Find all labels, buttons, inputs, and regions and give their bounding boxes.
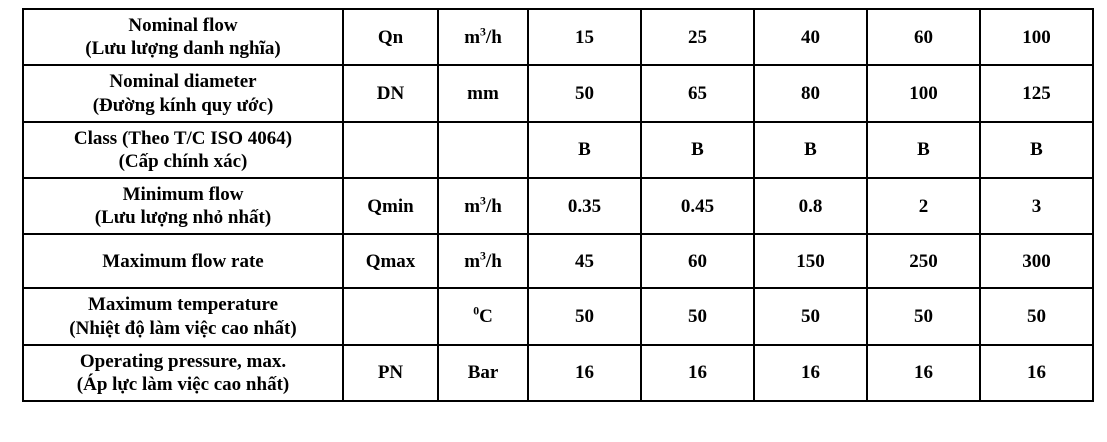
row-label: [23, 288, 343, 344]
table-row: [23, 288, 1093, 344]
row-value: 0.45: [641, 178, 754, 234]
row-value: 16: [754, 345, 867, 401]
table-row: [23, 178, 1093, 234]
row-symbol: DN: [343, 65, 438, 121]
table-row: [23, 65, 1093, 121]
row-symbol: Qmax: [343, 234, 438, 288]
row-value: 16: [867, 345, 980, 401]
row-unit: [438, 178, 528, 234]
row-label-vi: (Nhiệt độ làm việc cao nhất): [69, 317, 297, 339]
row-value: 50: [641, 288, 754, 344]
unit-tail: /h: [485, 250, 502, 272]
table-row: [23, 122, 1093, 178]
unit-tail: /h: [485, 195, 502, 217]
row-value: B: [528, 122, 641, 178]
row-unit: [438, 65, 528, 121]
table-row: [23, 9, 1093, 65]
row-value: 3: [980, 178, 1093, 234]
row-label: [23, 65, 343, 121]
row-value: 80: [754, 65, 867, 121]
row-label-en: Nominal diameter: [109, 71, 257, 93]
unit-sup: 3: [480, 25, 486, 39]
row-value: 60: [867, 9, 980, 65]
row-value: 300: [980, 234, 1093, 288]
row-symbol: Qn: [343, 9, 438, 65]
row-value: 100: [980, 9, 1093, 65]
table-body: [23, 9, 1093, 401]
unit-base: Bar: [467, 362, 499, 384]
row-value: 16: [641, 345, 754, 401]
table-row: [23, 234, 1093, 288]
row-value: 250: [867, 234, 980, 288]
row-value: 100: [867, 65, 980, 121]
row-value: 40: [754, 9, 867, 65]
row-value: 2: [867, 178, 980, 234]
row-label-vi: (Đường kính quy ước): [92, 94, 274, 116]
row-value: B: [867, 122, 980, 178]
row-label: [23, 9, 343, 65]
row-label-en: Maximum flow rate: [102, 250, 264, 272]
row-value: 25: [641, 9, 754, 65]
unit-base: m: [464, 195, 481, 217]
row-label-vi: (Lưu lượng danh nghĩa): [85, 38, 281, 60]
row-unit: [438, 345, 528, 401]
row-value: 50: [980, 288, 1093, 344]
table-row: [23, 345, 1093, 401]
row-value: B: [641, 122, 754, 178]
row-label: [23, 345, 343, 401]
row-symbol: PN: [343, 345, 438, 401]
row-value: 150: [754, 234, 867, 288]
row-value: 0.35: [528, 178, 641, 234]
row-value: 15: [528, 9, 641, 65]
row-symbol: [343, 122, 438, 178]
unit-base: C: [479, 305, 493, 327]
row-unit: [438, 122, 528, 178]
unit-sup: 3: [480, 194, 486, 208]
row-label-en: Class (Theo T/C ISO 4064): [73, 127, 293, 149]
unit-sup: 0: [473, 304, 480, 318]
row-label: [23, 234, 343, 288]
row-label-vi: (Lưu lượng nhỏ nhất): [94, 207, 272, 229]
row-value: 60: [641, 234, 754, 288]
row-value: 16: [980, 345, 1093, 401]
row-value: 65: [641, 65, 754, 121]
row-label-vi: (Áp lực làm việc cao nhất): [76, 373, 290, 395]
unit-tail: /h: [485, 26, 502, 48]
row-value: 50: [528, 65, 641, 121]
row-label-vi: (Cấp chính xác): [118, 150, 248, 172]
row-value: 0.8: [754, 178, 867, 234]
row-label: [23, 178, 343, 234]
row-label-en: Maximum temperature: [87, 294, 279, 316]
specification-table: [22, 8, 1094, 402]
row-value: 16: [528, 345, 641, 401]
row-label-en: Nominal flow: [128, 15, 238, 36]
row-unit: [438, 288, 528, 344]
row-value: B: [980, 122, 1093, 178]
row-value: B: [754, 122, 867, 178]
row-value: 50: [867, 288, 980, 344]
row-value: 50: [528, 288, 641, 344]
row-label: [23, 122, 343, 178]
row-symbol: [343, 288, 438, 344]
row-value: 45: [528, 234, 641, 288]
row-unit: [438, 9, 528, 65]
row-label-en: Operating pressure, max.: [79, 350, 287, 372]
row-value: 125: [980, 65, 1093, 121]
unit-sup: 3: [480, 249, 486, 263]
unit-base: m: [464, 26, 481, 48]
row-value: 50: [754, 288, 867, 344]
row-label-en: Minimum flow: [122, 184, 244, 206]
row-unit: [438, 234, 528, 288]
unit-base: m: [464, 250, 481, 272]
unit-base: mm: [467, 82, 499, 104]
row-symbol: Qmin: [343, 178, 438, 234]
